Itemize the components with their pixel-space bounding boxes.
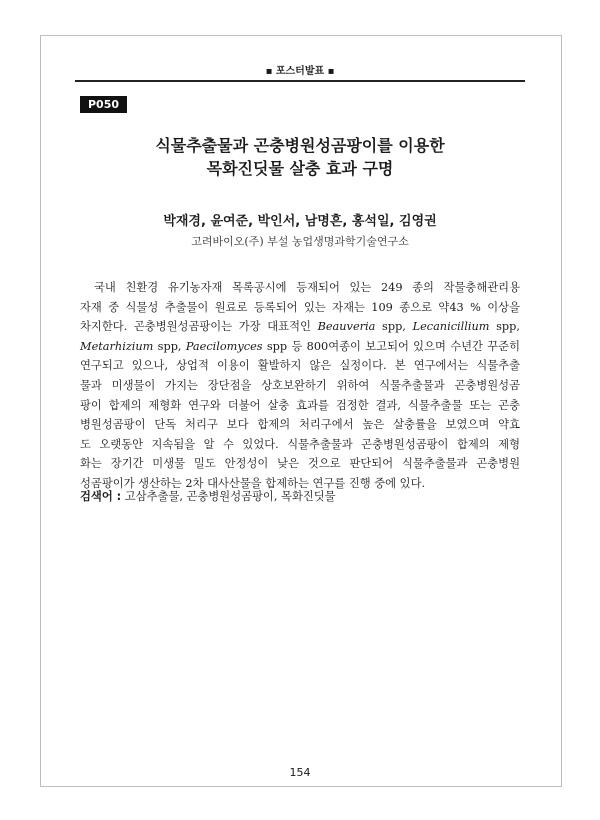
- abstract-line: 팡이 합제의 제형화 연구와 더불어 살충 효과를 검정한 결과, 식물추출물 또는 곤충: [80, 398, 520, 412]
- section-header: ▪ 포스터발표 ▪: [265, 66, 335, 77]
- abstract-line: 국내 친환경 유기농자재 목록공시에 등재되어 있는 249 종의 작물충해관리용: [94, 281, 520, 294]
- abstract-line: 도 오랫동안 지속됨을 알 수 있었다. 식물추출물과 곤충병원성곰팡이 합제의 제형: [80, 437, 520, 451]
- abstract-line: 물과 미생물이 가지는 장단점을 상호보완하기 위하여 식물추출물과 곤충병원성곰: [80, 378, 520, 392]
- species-name: Beauveria: [317, 320, 376, 334]
- title-line-1: 식물추출물과 곤충병원성곰팡이를 이용한: [155, 136, 445, 155]
- abstract-body: [80, 278, 520, 494]
- species-name: Paecilomyces: [185, 339, 263, 353]
- species-name: Metarhizium: [80, 339, 154, 353]
- abstract-line: 화는 장기간 미생물 밀도 안정성이 낮은 것으로 판단되어 식물추출물과 곤충병원: [80, 457, 520, 471]
- abstract-line: 연구되고 있으나, 상업적 이용이 활발하지 않은 실정이다. 본 연구에서는 식물추출: [80, 359, 520, 373]
- author-list: 박재경, 윤여준, 박인서, 남명흔, 홍석일, 김영권: [163, 214, 437, 229]
- abstract-line: 자재 중 식물성 추출물이 원료로 등록되어 있는 자재는 109 종으로 약43 % 이상을: [80, 300, 520, 314]
- paper-title: [75, 134, 525, 180]
- affiliation: 고려바이오(주) 부설 농업생명과학기술연구소: [191, 235, 409, 248]
- poster-code-badge: P050: [80, 96, 127, 113]
- abstract-line: 차지한다. 곤충병원성곰팡이는 가장 대표적인 Beauveria spp, Lecanicillium spp,: [80, 320, 520, 334]
- abstract-line: Metarhizium spp, Paecilomyces spp 등 800여종이 보고되어 있으며 수년간 꾸준히: [80, 339, 520, 353]
- title-line-2: 목화진딧물 살충 효과 구명: [206, 159, 394, 178]
- keywords-label: 검색어 :: [80, 490, 122, 503]
- abstract-line: 성곰팡이가 생산하는 2차 대사산물을 합제하는 연구를 진행 중에 있다.: [80, 476, 426, 490]
- keywords-value: 고삼추출물, 곤충병원성곰팡이, 목화진딧물: [121, 490, 336, 503]
- page-number: 154: [289, 766, 311, 779]
- keywords: [80, 488, 520, 504]
- header-rule: [75, 80, 525, 82]
- species-name: Lecanicillium: [412, 320, 490, 334]
- abstract-line: 병원성곰팡이 단독 처리구 보다 합제의 처리구에서 높은 살충률을 보였으며 약효: [80, 418, 520, 432]
